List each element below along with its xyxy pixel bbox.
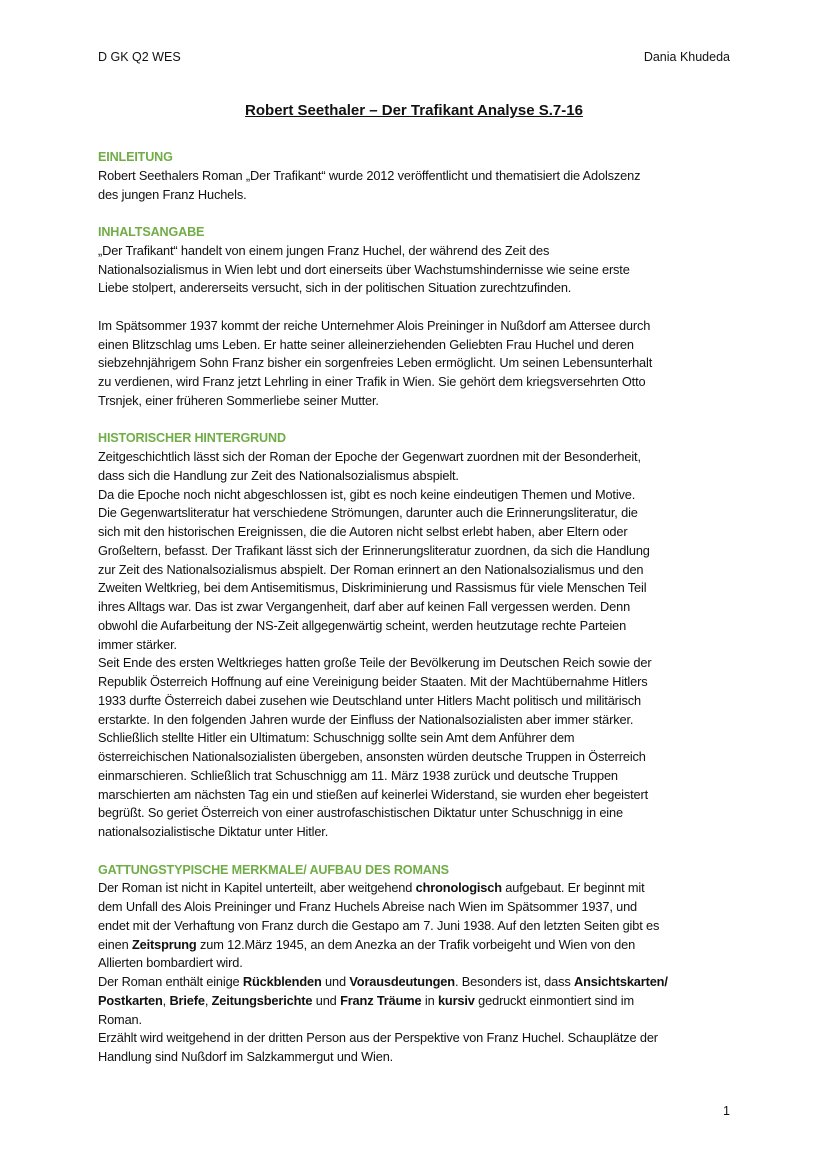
text-segment: Roman. [98,1011,142,1027]
spacer [98,204,738,223]
text-segment: und [321,974,350,989]
section-heading: HISTORISCHER HINTERGRUND [98,431,286,446]
text-line [98,786,738,805]
text-segment: Der Roman ist nicht in Kapitel unterteilt, aber weitgehend [98,880,416,896]
text-line [98,711,738,730]
text-line [98,392,738,411]
text-segment: gedruckt einmontiert sind im [474,992,635,1008]
text-segment: und [312,992,341,1008]
text-line [98,1048,738,1067]
text-line [98,598,738,617]
text-line [98,673,738,692]
bold-term: Zeitsprung [131,936,197,952]
text-segment: begrüßt. So geriet Österreich von einer austrofaschistischen Diktatur unter Schuschnigg in eine [98,805,623,821]
text-segment: Nationalsozialismus in Wien lebt und dort einerseits über Wachstumshindernisse wie seine erste [98,261,630,277]
bold-term: Franz Träume [340,992,422,1008]
text-segment: . Besonders ist, dass [454,974,574,989]
text-segment: Schließlich stellte Hitler ein Ultimatum: Schuschnigg sollte sein Amt dem Anführer dem [98,730,575,746]
text-segment: Die Gegenwartsliteratur hat verschiedene Strömungen, darunter auch die Erinnerungsliteratur, die [98,505,638,521]
text-segment: zu verdienen, wird Franz jetzt Lehrling in einer Trafik in Wien. Sie gehört dem kriegsversehrten Otto [98,374,646,389]
text-segment: siebzehnjährigem Sohn Franz bisher ein sorgenfreies Leben ermöglicht. Um seinen Lebensunterhalt [98,355,653,371]
text-segment: dass sich die Handlung zur Zeit des Nationalsozialismus abspielt. [98,467,459,483]
text-segment: 1933 durfte Österreich dabei zusehen wie Deutschland unter Hitlers Macht politisch und militärisch [98,692,641,708]
text-line [98,336,738,355]
text-line [98,748,738,767]
section-heading: EINLEITUNG [98,150,173,164]
text-segment: Zeitgeschichtlich lässt sich der Roman der Epoche der Gegenwart zuordnen mit der Besonderheit, [98,449,641,464]
text-segment: marschierten am nächsten Tag ein und stießen auf keinerlei Widerstand, sie wurden eher begeistert [98,786,649,802]
text-line [98,261,738,280]
section-heading: GATTUNGSTYPISCHE MERKMALE/ AUFBAU DES ROMANS [98,862,449,877]
bold-term: Ansichtskarten/ [573,974,668,989]
text-line [98,917,738,936]
text-line [98,279,738,298]
bold-term: Briefe [169,992,205,1008]
text-line [98,167,738,186]
text-line [98,542,738,561]
bold-term: Zeitungsberichte [211,992,313,1008]
text-line [98,729,738,748]
text-line [98,898,738,917]
document-body [98,148,738,1067]
text-line [98,242,738,261]
spacer [98,298,738,317]
bold-term: Postkarten [98,992,163,1008]
text-segment: Da die Epoche noch nicht abgeschlossen ist, gibt es noch keine eindeutigen Themen und Motive. [98,486,636,502]
text-segment: Im Spätsommer 1937 kommt der reiche Unternehmer Alois Preininger in Nußdorf am Attersee durch [98,317,651,333]
text-line [98,767,738,786]
text-segment: Erzählt wird weitgehend in der dritten Person aus der Perspektive von Franz Huchel. Schauplätze der [98,1030,658,1046]
text-segment: sich mit den historischen Ereignissen, die die Autoren nicht selbst erlebt haben, aber Eltern oder [98,524,628,539]
paragraph [98,448,738,842]
text-segment: Republik Österreich Hoffnung auf eine Vereinigung beider Staaten. Mit der Machtübernahme Hitlers [98,674,648,689]
text-line [98,954,738,973]
page-number: 1 [723,1104,730,1118]
text-segment: Trsnjek, einer früheren Sommerliebe seiner Mutter. [98,392,379,408]
paragraph [98,317,738,411]
bold-term: Rückblenden [242,974,322,989]
text-line [98,973,738,992]
bold-term: Vorausdeutungen [349,974,455,989]
section-heading: INHALTSANGABE [98,225,205,239]
text-line [98,654,738,673]
text-segment: , [162,992,170,1008]
text-segment: in [421,992,438,1008]
bold-term: kursiv [437,992,475,1008]
text-line [98,354,738,373]
text-segment: zur Zeit des Nationalsozialismus abspielt. Der Roman erinnert an den Nationalsozialismus und den [98,561,644,577]
header-course: D GK Q2 WES [98,50,181,64]
text-line [98,523,738,542]
spacer [98,411,738,430]
section [98,411,738,842]
paragraph [98,242,738,298]
text-line [98,1029,738,1048]
paragraph [98,879,738,1067]
text-line [98,692,738,711]
text-segment: österreichischen Nationalsozialisten übergeben, ansonsten würden deutsche Truppen in Österreich [98,749,646,764]
text-line [98,448,738,467]
text-segment: endet mit der Verhaftung von Franz durch die Gestapo am 7. Juni 1938. Auf den letzten Seiten gibt es [98,917,660,933]
bold-term: chronologisch [415,880,502,896]
text-segment: „Der Trafikant“ handelt von einem jungen Franz Huchel, der während des Zeit des [98,242,550,258]
text-line [98,561,738,580]
header-author: Dania Khudeda [643,50,730,64]
text-segment: ihres Alltags war. Das ist zwar Vergangenheit, darf aber auf keinen Fall vergessen werden. Denn [98,599,631,614]
text-segment: obwohl die Aufarbeitung der NS-Zeit allgegenwärtig scheint, werden heutzutage rechte Parteien [98,617,627,633]
page-title: Robert Seethaler – Der Trafikant Analyse S.7-16 [245,102,583,119]
text-line [98,823,738,842]
text-line [98,186,738,205]
text-segment: zum 12.März 1945, an dem Anezka an der Trafik vorbeigeht und Wien von den [196,936,636,952]
text-segment: Robert Seethalers Roman „Der Trafikant“ wurde 2012 veröffentlicht und thematisiert die Adolszenz [98,167,641,183]
section [98,148,738,204]
text-segment: Zweiten Weltkrieg, bei dem Antisemitismus, Diskriminierung und Rassismus für viele Menschen Teil [98,580,647,596]
text-segment: des jungen Franz Huchels. [98,186,247,202]
text-segment: einen [98,936,132,952]
text-segment: aufgebaut. Er beginnt mit [501,880,645,896]
text-segment: Der Roman enthält einige [98,974,243,989]
text-line [98,486,738,505]
text-segment: Allierten bombardiert wird. [98,955,243,971]
text-line [98,936,738,955]
text-segment: Großeltern, befasst. Der Trafikant lässt sich der Erinnerungsliteratur zuordnen, da sich die Handlung [98,542,650,558]
text-line [98,636,738,655]
text-segment: einmarschieren. Schließlich trat Schuschnigg am 11. März 1938 zurück und deutsche Truppen [98,767,618,783]
text-segment: Liebe stolpert, andererseits versucht, sich in der politischen Situation zurechtzufinden. [98,280,572,296]
text-segment: Handlung sind Nußdorf im Salzkammergut und Wien. [98,1049,394,1064]
text-line [98,317,738,336]
section [98,204,738,410]
text-segment: nationalsozialistische Diktatur unter Hitler. [98,824,329,839]
paragraph [98,167,738,205]
text-line [98,504,738,523]
section [98,842,738,1067]
text-line [98,804,738,823]
text-line [98,617,738,636]
text-line [98,1011,738,1030]
text-segment: Seit Ende des ersten Weltkrieges hatten große Teile der Bevölkerung im Deutschen Reich sowie der [98,655,652,671]
spacer [98,842,738,861]
text-segment: einen Blitzschlag ums Leben. Er hatte seiner alleinerziehenden Geliebten Frau Huchel und deren [98,336,634,352]
text-segment: dem Unfall des Alois Preininger und Franz Huchels Abreise nach Wien im Spätsommer 1937, und [98,899,638,914]
text-segment: , [204,992,212,1008]
text-segment: erstarkte. In den folgenden Jahren wurde der Einfluss der Nationalsozialisten aber immer stärker. [98,711,634,727]
text-line [98,879,738,898]
text-line [98,992,738,1011]
text-line [98,373,738,392]
text-segment: immer stärker. [98,636,177,652]
text-line [98,467,738,486]
text-line [98,579,738,598]
